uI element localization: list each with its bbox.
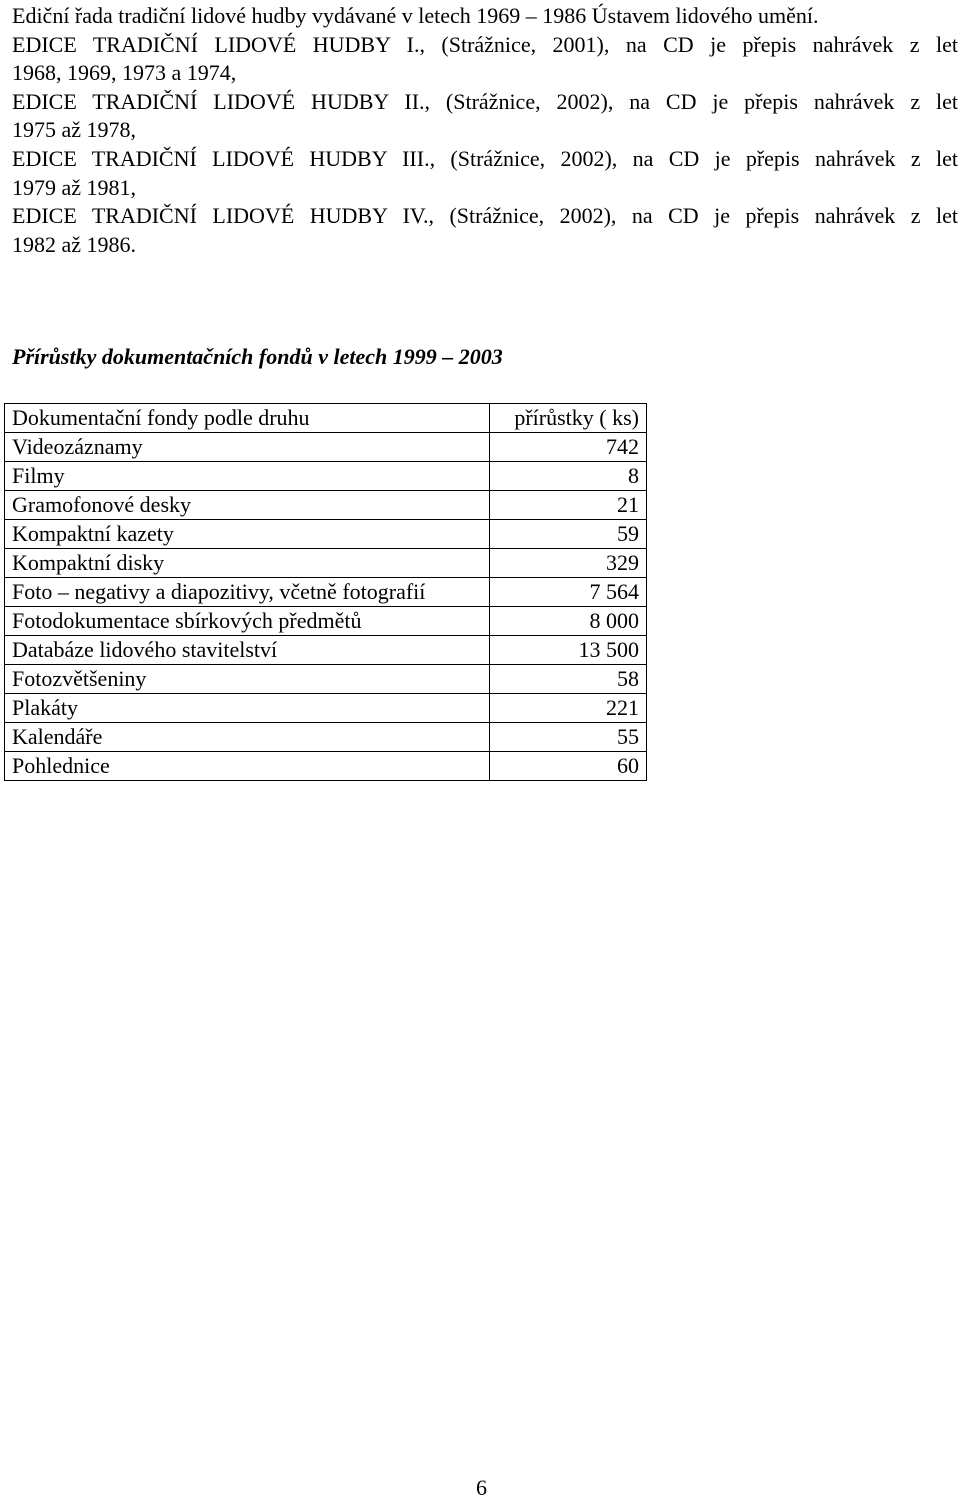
- section-title: Přírůstky dokumentačních fondů v letech 1999 – 2003: [12, 344, 503, 369]
- table-row: [5, 607, 647, 636]
- table-header-row: [5, 404, 647, 433]
- table-row: [5, 462, 647, 491]
- value-cell: 329: [490, 549, 647, 578]
- intro-line: 1979 až 1981,: [12, 174, 137, 200]
- table-row: [5, 520, 647, 549]
- value-cell: 21: [490, 491, 647, 520]
- category-cell: Kompaktní disky: [5, 549, 490, 578]
- table-row: [5, 665, 647, 694]
- acquisitions-table: [4, 403, 647, 781]
- value-cell: 60: [490, 752, 647, 781]
- intro-line: EDICE TRADIČNÍ LIDOVÉ HUDBY III., (Strážnice, 2002), na CD je přepis nahrávek z let: [12, 145, 958, 171]
- table-row: [5, 433, 647, 462]
- value-cell: 7 564: [490, 578, 647, 607]
- category-cell: Gramofonové desky: [5, 491, 490, 520]
- table-row: [5, 723, 647, 752]
- category-cell: Kalendáře: [5, 723, 490, 752]
- header-value-cell: přírůstky ( ks): [490, 404, 647, 433]
- category-cell: Kompaktní kazety: [5, 520, 490, 549]
- edition-description: [12, 2, 958, 259]
- intro-line: 1975 až 1978,: [12, 117, 137, 143]
- category-cell: Plakáty: [5, 694, 490, 723]
- value-cell: 58: [490, 665, 647, 694]
- value-cell: 13 500: [490, 636, 647, 665]
- intro-line: Ediční řada tradiční lidové hudby vydávané v letech 1969 – 1986 Ústavem lidového umění.: [12, 3, 819, 28]
- header-category-cell: Dokumentační fondy podle druhu: [5, 404, 490, 433]
- table-row: [5, 491, 647, 520]
- intro-line: 1982 až 1986.: [12, 231, 137, 257]
- table-row: [5, 694, 647, 723]
- table-row: [5, 636, 647, 665]
- table-row: [5, 549, 647, 578]
- intro-line: EDICE TRADIČNÍ LIDOVÉ HUDBY I., (Strážnice, 2001), na CD je přepis nahrávek z let: [12, 31, 958, 57]
- table-row: [5, 578, 647, 607]
- category-cell: Databáze lidového stavitelství: [5, 636, 490, 665]
- value-cell: 8 000: [490, 607, 647, 636]
- category-cell: Pohlednice: [5, 752, 490, 781]
- table-row: [5, 752, 647, 781]
- category-cell: Filmy: [5, 462, 490, 491]
- category-cell: Fotozvětšeniny: [5, 665, 490, 694]
- value-cell: 8: [490, 462, 647, 491]
- category-cell: Foto – negativy a diapozitivy, včetně fotografií: [5, 578, 490, 607]
- category-cell: Fotodokumentace sbírkových předmětů: [5, 607, 490, 636]
- value-cell: 742: [490, 433, 647, 462]
- category-cell: Videozáznamy: [5, 433, 490, 462]
- value-cell: 221: [490, 694, 647, 723]
- intro-line: EDICE TRADIČNÍ LIDOVÉ HUDBY II., (Strážnice, 2002), na CD je přepis nahrávek z let: [12, 88, 958, 114]
- value-cell: 59: [490, 520, 647, 549]
- value-cell: 55: [490, 723, 647, 752]
- page-number: 6: [476, 1475, 487, 1500]
- intro-line: EDICE TRADIČNÍ LIDOVÉ HUDBY IV., (Strážnice, 2002), na CD je přepis nahrávek z let: [12, 203, 958, 229]
- intro-line: 1968, 1969, 1973 a 1974,: [12, 60, 237, 86]
